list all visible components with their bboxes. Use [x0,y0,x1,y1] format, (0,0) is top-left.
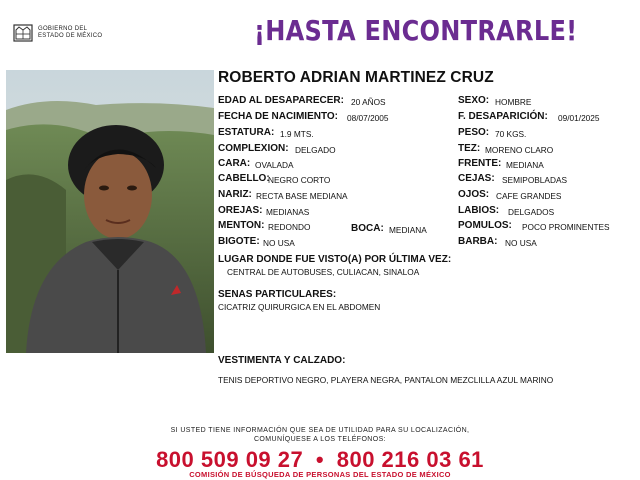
field-value-fecha-nacimiento: 08/07/2005 [347,113,389,123]
field-value-tez: MORENO CLARO [485,145,554,155]
field-label-estatura: ESTATURA: [218,127,275,138]
contact-note-line-1: SI USTED TIENE INFORMACIÓN QUE SEA DE UTILIDAD PARA SU LOCALIZACIÓN, [170,427,470,434]
phone-number-2[interactable]: 800 216 03 61 [336,447,484,472]
field-value-ojos: CAFE GRANDES [496,191,562,201]
distinguishing-marks-label: SENAS PARTICULARES: [218,289,337,300]
field-value-edad: 20 AÑOS [351,97,386,107]
field-label-menton: MENTON: [218,220,265,231]
field-value-boca: MEDIANA [389,225,427,235]
clothing-label: VESTIMENTA Y CALZADO: [218,355,346,366]
field-value-menton: REDONDO [268,222,311,232]
field-label-orejas: OREJAS: [218,205,263,216]
phone-number-1[interactable]: 800 509 09 27 [156,447,304,472]
field-label-nariz: NARIZ: [218,189,252,200]
field-label-cabello: CABELLO: [218,173,270,184]
field-label-boca: BOCA: [351,223,384,234]
field-value-nariz: RECTA BASE MEDIANA [256,191,348,201]
field-value-fecha-desaparicion: 09/01/2025 [558,113,600,123]
person-name: ROBERTO ADRIAN MARTINEZ CRUZ [218,69,494,86]
contact-note-line-2: COMUNÍQUESE A LOS TELÉFONOS: [253,436,387,443]
gov-line-2: ESTADO DE MÉXICO [38,33,103,39]
headline: ¡HASTA ENCONTRARLE! [254,14,578,47]
photo-illustration [6,70,214,353]
distinguishing-marks-value: CICATRIZ QUIRURGICA EN EL ABDOMEN [218,302,381,312]
state-seal-icon [12,22,34,44]
field-label-sexo: SEXO: [458,95,490,106]
field-label-labios: LABIOS: [458,205,500,216]
field-label-edad: EDAD AL DESAPARECER: [218,95,344,106]
field-label-fecha-desaparicion: F. DESAPARICIÓN: [458,111,548,122]
field-value-orejas: MEDIANAS [266,207,310,217]
field-value-pomulos: POCO PROMINENTES [522,222,610,232]
field-value-cabello: NEGRO CORTO [268,175,331,185]
field-value-barba: NO USA [505,238,537,248]
commission-name: COMISIÓN DE BÚSQUEDA DE PERSONAS DEL ESTADO DE MÉXICO [189,470,451,479]
last-seen-label: LUGAR DONDE FUE VISTO(A) POR ÚLTIMA VEZ: [218,254,452,265]
field-value-peso: 70 KGS. [495,129,527,139]
field-label-fecha-nacimiento: FECHA DE NACIMIENTO: [218,111,338,122]
field-label-cejas: CEJAS: [458,173,495,184]
field-label-pomulos: POMULOS: [458,220,512,231]
field-label-bigote: BIGOTE: [218,236,260,247]
government-logo [12,20,112,46]
phone-separator: • [315,447,325,472]
field-value-cejas: SEMIPOBLADAS [502,175,568,185]
last-seen-value: CENTRAL DE AUTOBUSES, CULIACAN, SINALOA [227,267,420,277]
clothing-value: TENIS DEPORTIVO NEGRO, PLAYERA NEGRA, PANTALON MEZCLILLA AZUL MARINO [218,375,554,385]
field-value-labios: DELGADOS [508,207,555,217]
field-label-peso: PESO: [458,127,490,138]
field-value-complexion: DELGADO [295,145,336,155]
field-label-tez: TEZ: [458,143,481,154]
missing-person-photo [6,70,214,353]
field-label-frente: FRENTE: [458,158,502,169]
field-label-ojos: OJOS: [458,189,490,200]
field-label-barba: BARBA: [458,236,498,247]
field-value-frente: MEDIANA [506,160,544,170]
field-value-sexo: HOMBRE [495,97,532,107]
field-value-estatura: 1.9 MTS. [280,129,314,139]
field-value-cara: OVALADA [255,160,294,170]
field-value-bigote: NO USA [263,238,295,248]
field-label-cara: CARA: [218,158,251,169]
gov-line-1: GOBIERNO DEL [38,26,88,32]
field-label-complexion: COMPLEXION: [218,143,289,154]
contact-note [0,426,640,444]
government-name [38,26,102,40]
